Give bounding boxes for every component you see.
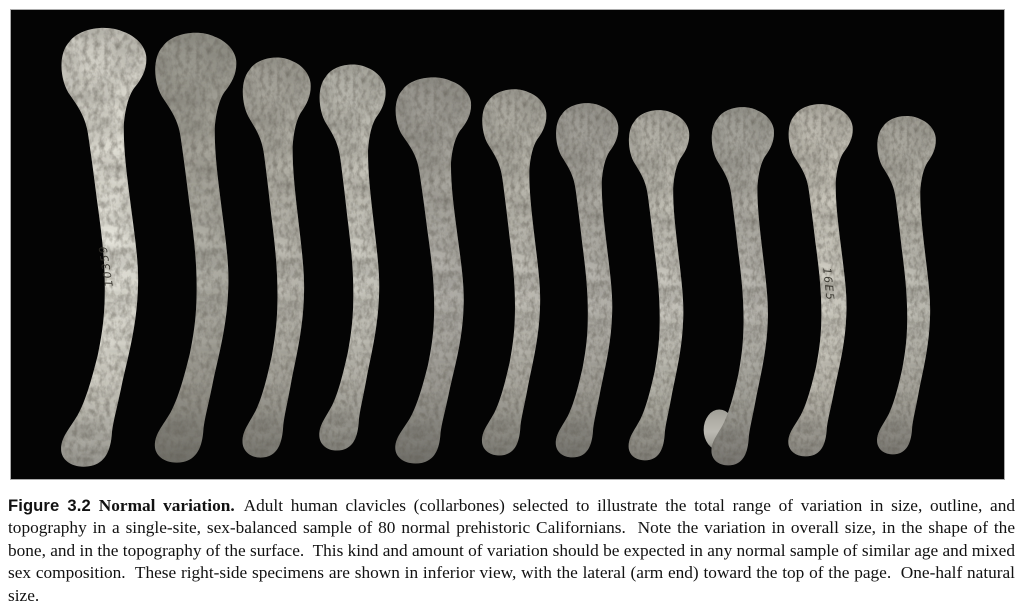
clavicle-7 bbox=[556, 103, 619, 457]
specimen-number: 16E5 bbox=[820, 267, 837, 302]
figure-3-2 bbox=[0, 9, 1024, 607]
clavicle-11 bbox=[877, 116, 936, 454]
figure-caption-text: Adult human clavicles (collarbones) selected to illustrate the total range of variation in size, outline, and topography in a single-site, sex-balanced sample of 80 normal prehistoric Californians. Note the variation in overall size, in the shape of the bone, and in the topography of the surface. This kind and amount of variation should be expected in any normal sample of similar age and mixed sex composition. These right-side specimens are shown in inferior view, with the lateral (arm end) toward the top of the page. One-half natural size. bbox=[8, 496, 1015, 605]
clavicle-4 bbox=[319, 64, 385, 450]
clavicle-10 bbox=[788, 104, 852, 456]
clavicle-9 bbox=[704, 107, 774, 465]
specimen-number: 10359 bbox=[96, 243, 116, 288]
clavicle-6 bbox=[482, 89, 546, 455]
figure-label: Figure 3.2 bbox=[8, 496, 91, 515]
clavicle-3 bbox=[242, 58, 310, 458]
figure-caption bbox=[8, 495, 1015, 607]
clavicle-2 bbox=[155, 33, 236, 463]
clavicle-5 bbox=[395, 77, 471, 463]
clavicle-8 bbox=[629, 110, 690, 460]
figure-title: Normal variation. bbox=[98, 496, 235, 515]
clavicles-image bbox=[11, 10, 1004, 479]
clavicle-photo bbox=[10, 9, 1005, 480]
